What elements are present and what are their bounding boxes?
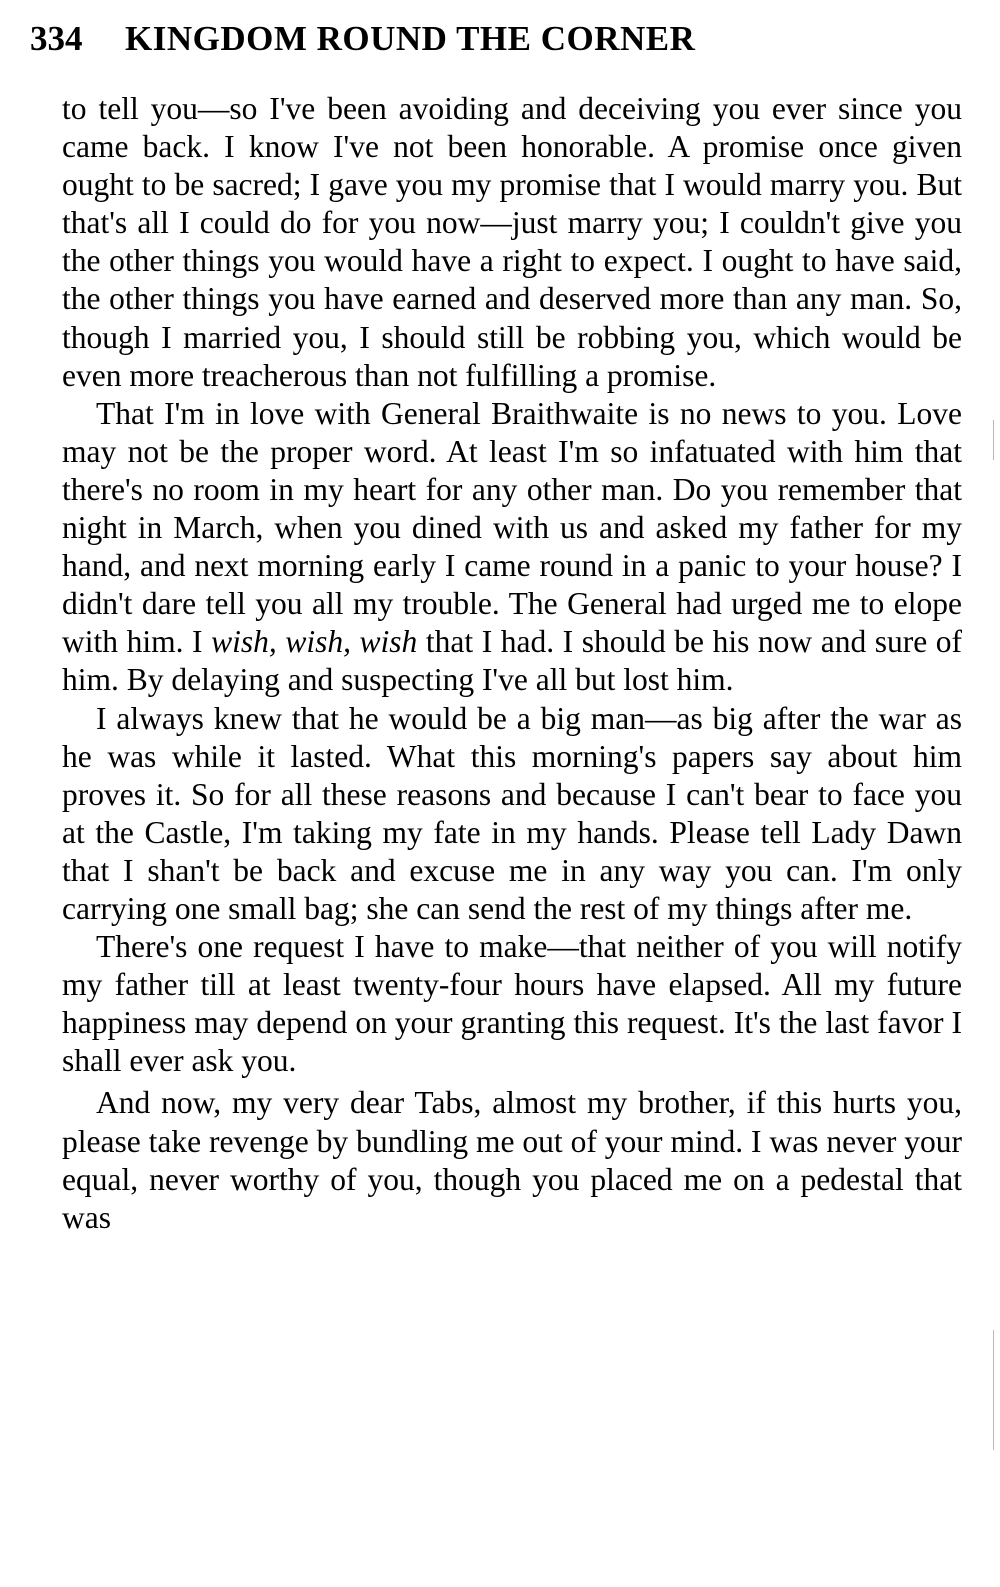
page-edge-mark [993,420,994,460]
page-edge-mark [993,1330,994,1450]
page-number: 334 [30,19,83,58]
paragraph-text: That I'm in love with General Braithwaite is no news to you. Love may not be the proper word. At least I'm so infatuated with him that there's no room in my heart for any other man. Do you remember that night in March, when you dined with us and asked my father for my hand, and next morning early I came round in a panic to your house? I didn't dare tell you all my trouble. The General had urged me to elope with him. [62,395,962,660]
paragraph-continuation: to tell you—so I've been avoiding and deceiving you ever since you came back. I know I've not been honorable. A promise once given ought to be sacred; I gave you my promise that I would marry you. But that's all I could do for you now—just marry you; I couldn't give you the other things you would have a right to expect. I ought to have said, the other things you have earned and deserved more than any man. So, though I married you, I should still be robbing you, which would be even more treacherous than not fulfilling a promise. [62,91,962,393]
emphasized-text: wish, wish, wish [211,624,418,660]
paragraph-braithwaite [62,395,962,700]
paragraph-text-tail: that I had. I should be his now and sure of him. By delaying and suspecting I've all but lost him. [62,624,963,698]
paragraph-big-man: I always knew that he would be a big man—as big after the war as he was while it lasted. What this morning's papers say about him proves it. So for all these reasons and because I can't bear to face you at the Castle, I'm taking my fate in my hands. Please tell Lady Dawn that I shan't be back and excuse me in any way you can. I'm only carrying one small bag; she can send the rest of my things after me. [62,700,962,926]
running-head [30,16,930,62]
body-text [62,90,962,1237]
paragraph-tabs: And now, my very dear Tabs, almost my brother, if this hurts you, please take revenge by bundling me out of your mind. I was never your equal, never worthy of you, though you placed me on a pedestal that was [62,1085,962,1235]
paragraph-request: There's one request I have to make—that neither of you will notify my father till at least twenty-four hours have elapsed. All my future happiness may depend on your granting this request. It's the last favor I shall ever ask you. [62,929,962,1079]
running-title: KINGDOM ROUND THE CORNER [125,19,696,58]
paragraph-text-lead: I [192,624,203,660]
